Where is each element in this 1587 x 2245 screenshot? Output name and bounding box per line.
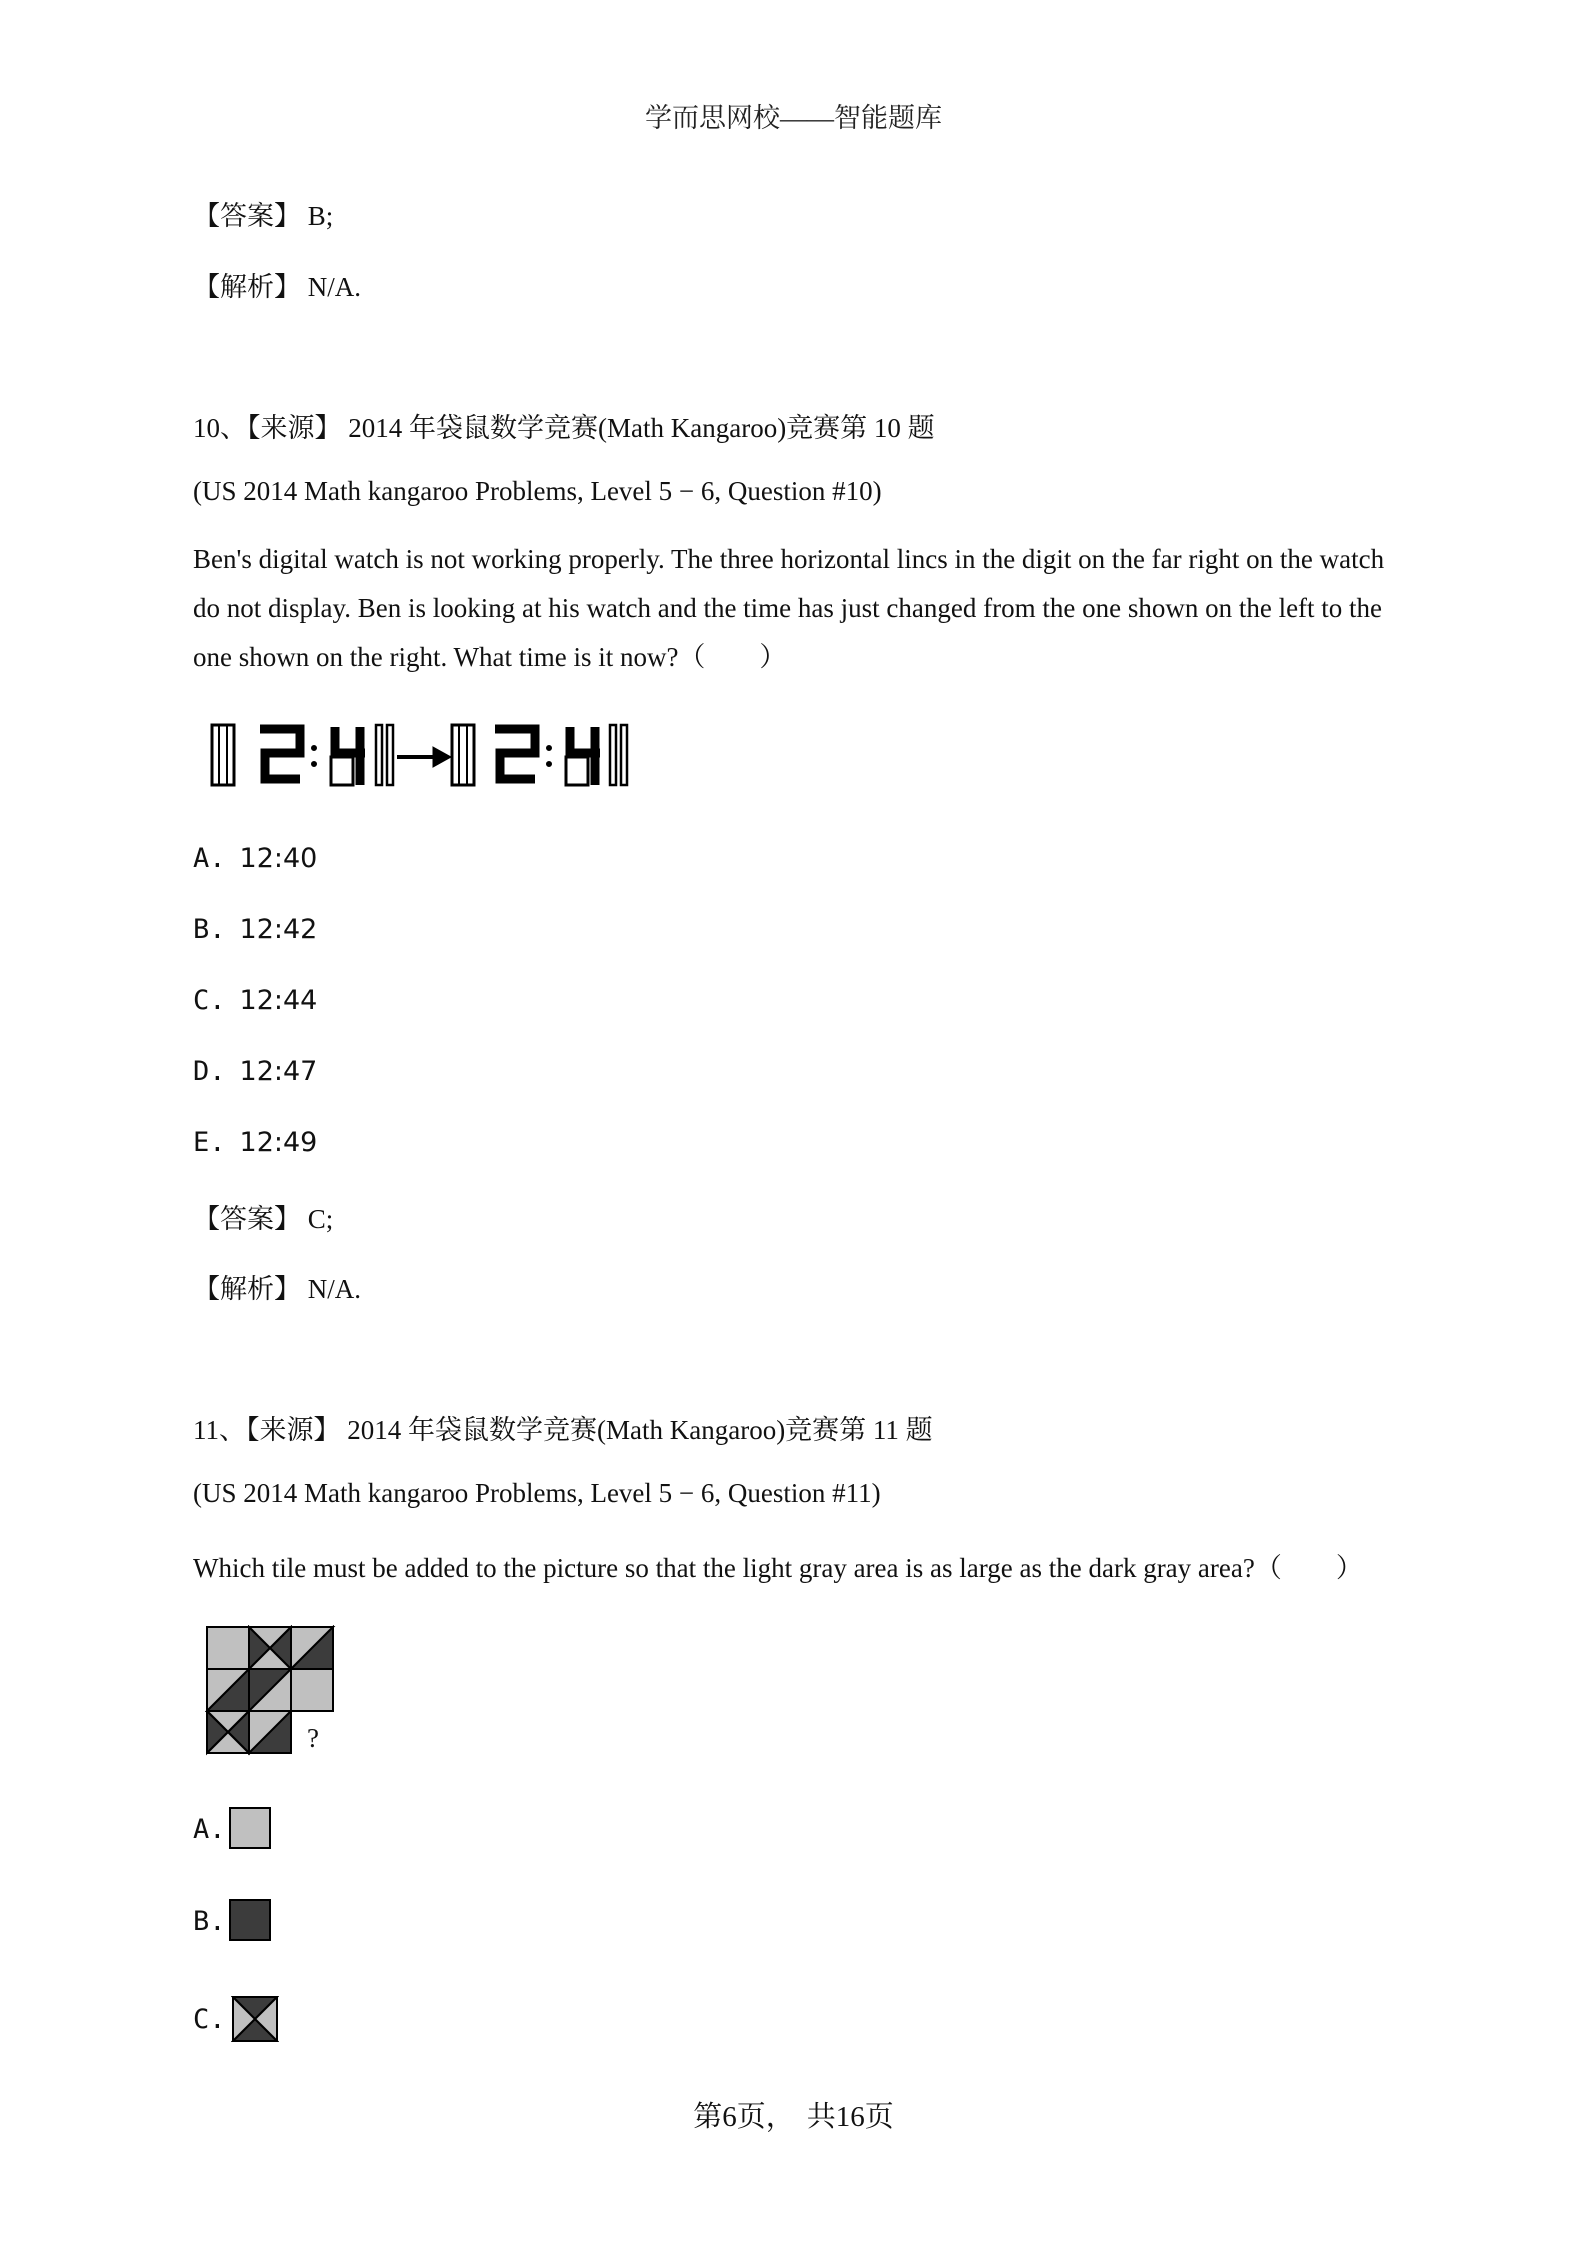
q10-option-d[interactable] — [193, 1056, 317, 1087]
answer-label: 【答案】 — [193, 1204, 301, 1234]
analysis-label: 【解析】 — [193, 272, 301, 302]
q11-option-c[interactable] — [193, 2004, 226, 2035]
option-letter: D. — [193, 1056, 226, 1087]
q10-analysis — [193, 1267, 361, 1306]
answer-value: C; — [307, 1204, 334, 1234]
dark-gray-tile-icon — [228, 1898, 272, 1942]
option-letter: A. — [193, 843, 226, 874]
option-value: 12:44 — [239, 985, 318, 1016]
prev-answer — [193, 194, 333, 233]
page-footer — [0, 2094, 1587, 2135]
light-gray-tile-icon — [228, 1806, 272, 1850]
q11-reference: (US 2014 Math kangaroo Problems, Level 5 − 6, Question #11) — [193, 1478, 881, 1508]
source-label: 【来源】 — [247, 413, 342, 443]
option-letter: B. — [193, 914, 226, 945]
page-number: 第6页， — [693, 2101, 795, 2133]
q10-option-b[interactable] — [193, 914, 317, 945]
analysis-label: 【解析】 — [193, 1274, 301, 1304]
option-value: 12:47 — [239, 1056, 318, 1087]
option-letter: C. — [193, 985, 226, 1016]
q11-source-line — [193, 1408, 933, 1447]
tile-puzzle-figure — [205, 1625, 355, 1760]
crossed-tile-icon — [231, 1995, 279, 2043]
q10-option-e[interactable] — [193, 1127, 317, 1158]
answer-label: 【答案】 — [193, 201, 301, 231]
watch-figure — [205, 713, 645, 789]
q10-source-line — [193, 406, 935, 445]
option-value: 12:42 — [239, 914, 318, 945]
q10-reference: (US 2014 Math kangaroo Problems, Level 5 − 6, Question #10) — [193, 476, 882, 506]
q10-option-a[interactable] — [193, 843, 317, 874]
option-letter: C. — [193, 2004, 226, 2035]
page-header: 学而思网校——智能题库 — [645, 103, 942, 133]
prev-analysis — [193, 265, 361, 304]
source-text: 2014 年袋鼠数学竞赛(Math Kangaroo)竞赛第 11 题 — [347, 1415, 933, 1445]
question-number: 11、 — [193, 1415, 246, 1445]
analysis-value: N/A. — [307, 272, 361, 302]
q11-option-a[interactable] — [193, 1814, 226, 1845]
q10-option-c[interactable] — [193, 985, 317, 1016]
q11-text: Which tile must be added to the picture so that the light gray area is as large as the dark gray area?（ ） — [193, 1553, 1363, 1583]
analysis-value: N/A. — [307, 1274, 361, 1304]
page-total: 共16页 — [806, 2101, 894, 2133]
answer-value: B; — [307, 201, 334, 231]
option-letter: A. — [193, 1814, 226, 1845]
option-letter: B. — [193, 1906, 226, 1937]
source-text: 2014 年袋鼠数学竞赛(Math Kangaroo)竞赛第 10 题 — [348, 413, 935, 443]
q10-answer — [193, 1197, 333, 1236]
option-value: 12:40 — [239, 843, 318, 874]
option-letter: E. — [193, 1127, 226, 1158]
source-label: 【来源】 — [246, 1415, 341, 1445]
question-mark-label: ? — [307, 1723, 319, 1753]
option-value: 12:49 — [239, 1127, 318, 1158]
question-number: 10、 — [193, 413, 247, 443]
q10-text: Ben's digital watch is not working properly. The three horizontal lincs in the digit on the far right on the watch do not display. Ben is looking at his watch and the time has just changed from the one shown on the left to the one shown on the right. What time is it now?（ ） — [193, 544, 1385, 672]
q11-option-b[interactable] — [193, 1906, 226, 1937]
